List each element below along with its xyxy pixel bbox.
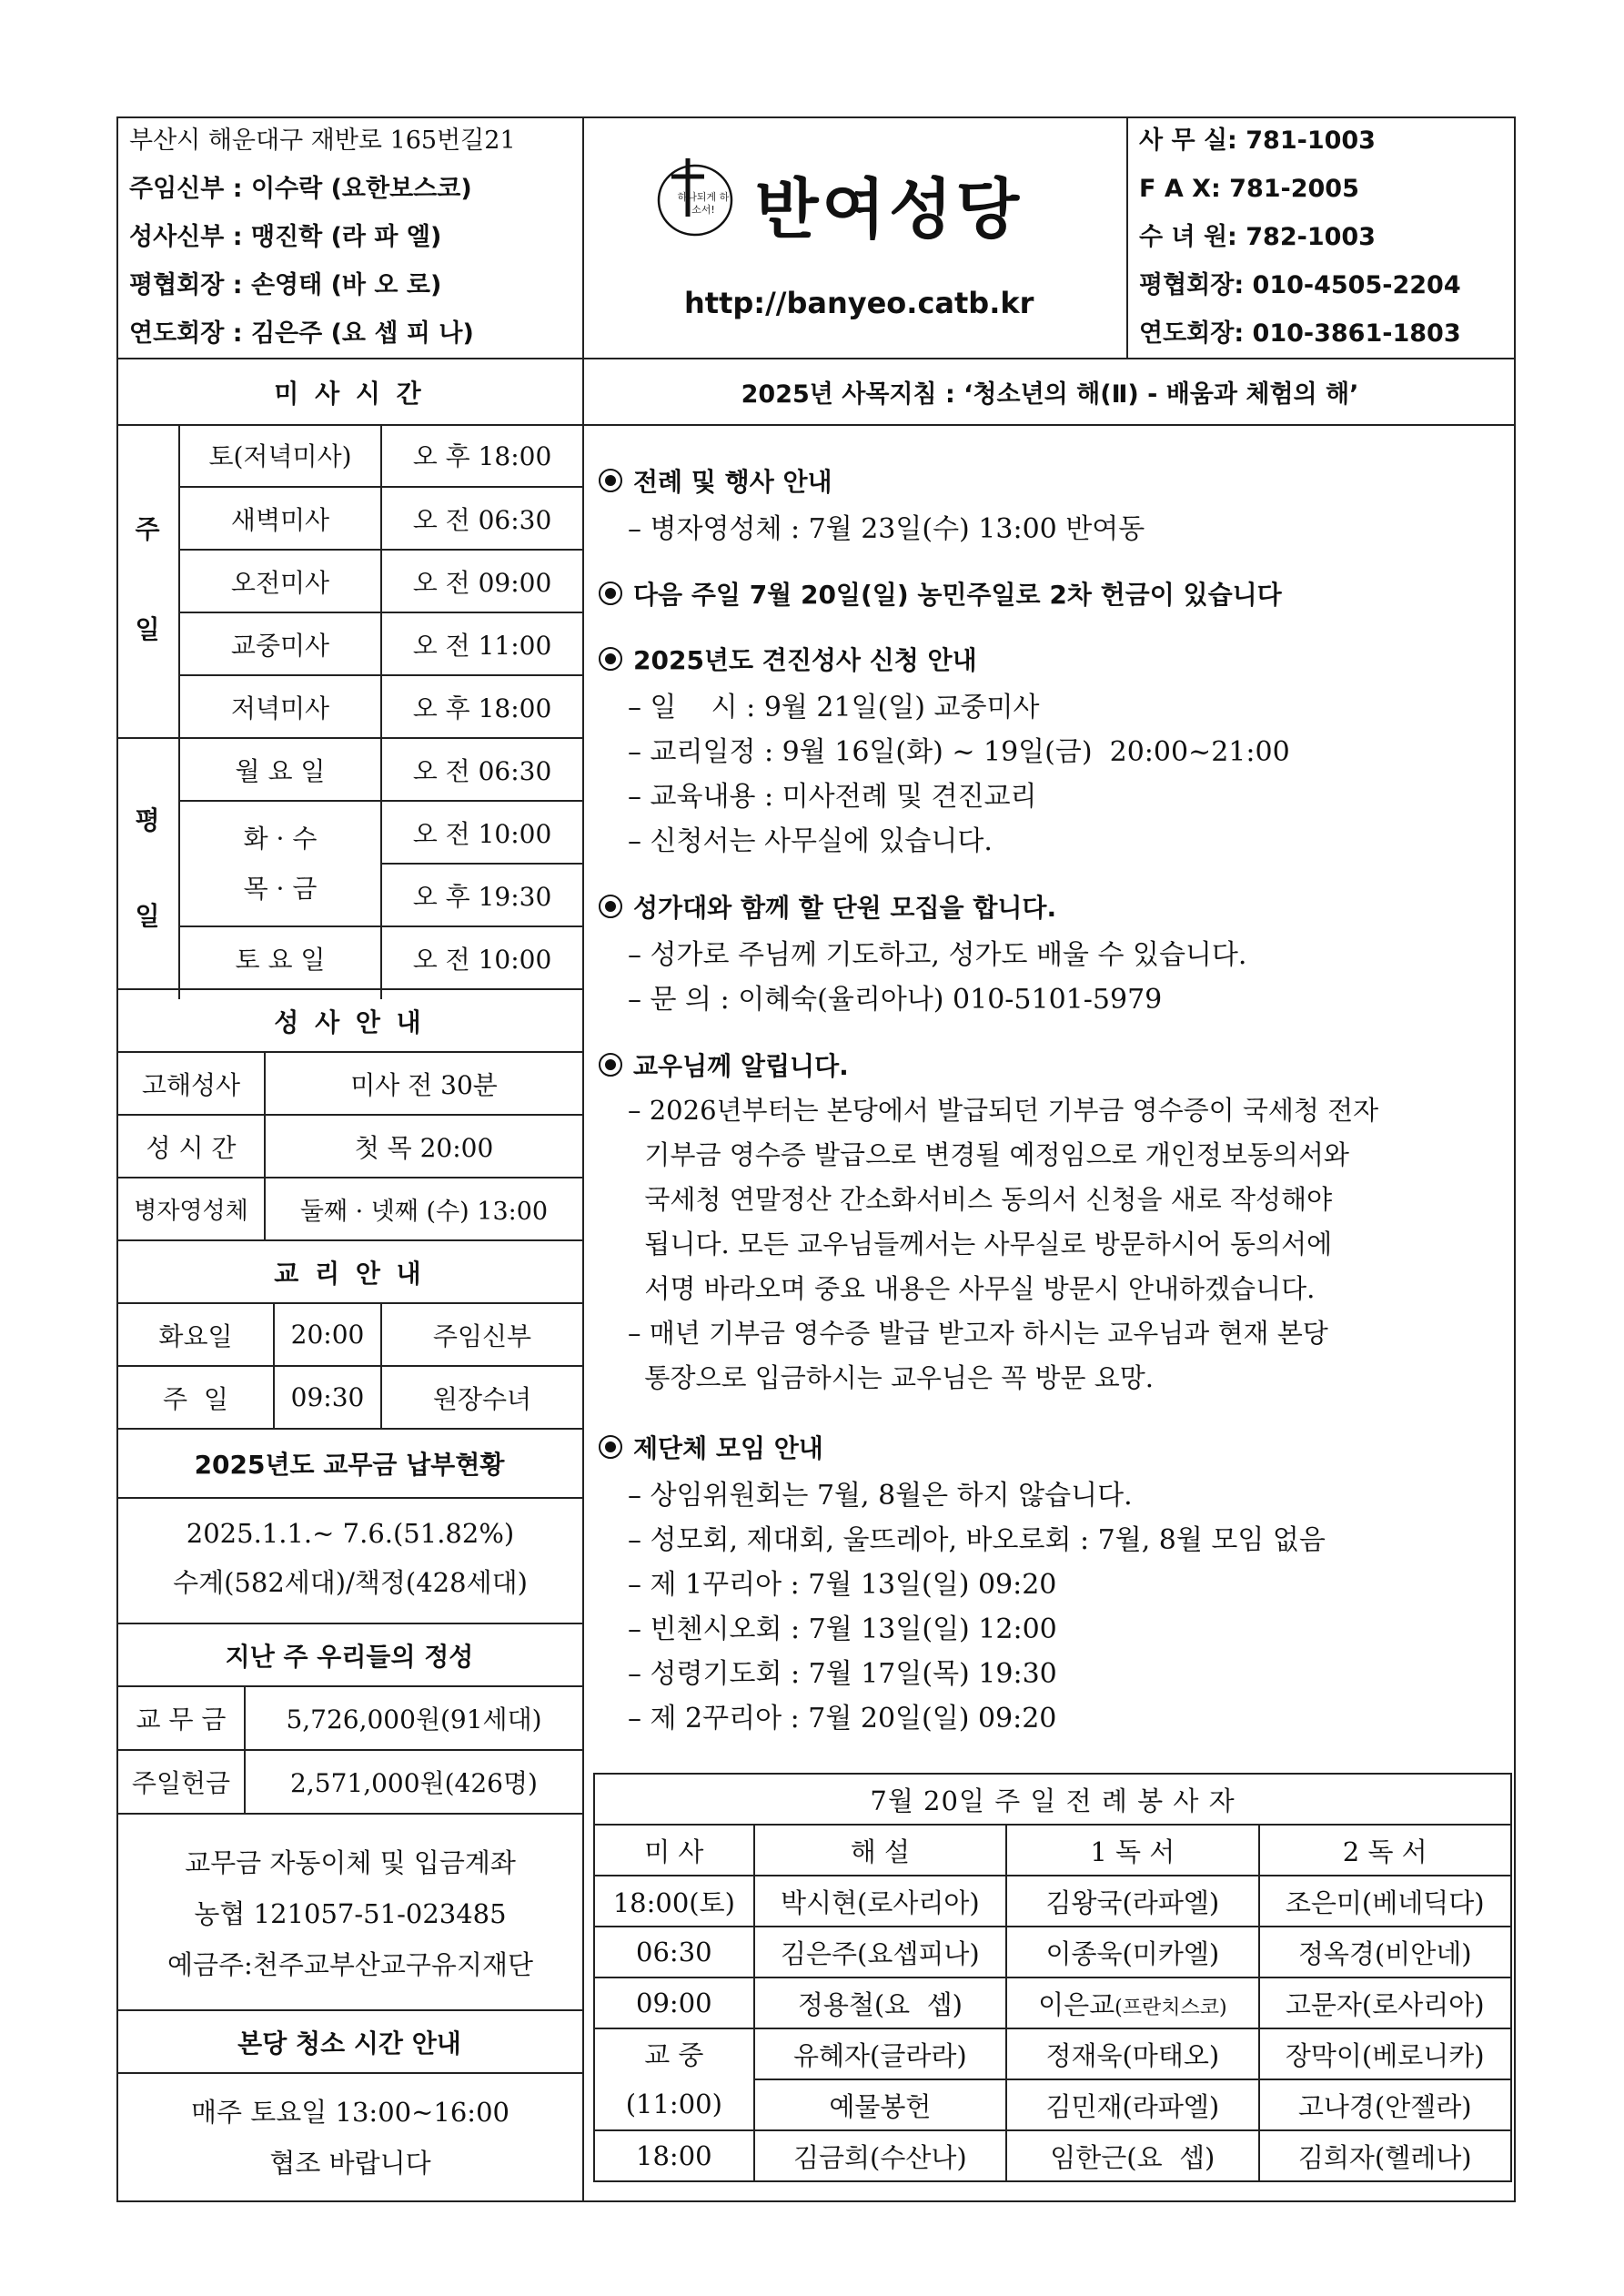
mass-name: 새벽미사 xyxy=(230,504,330,535)
dues-heading: 2025년도 교무금 납부현황 xyxy=(194,1450,505,1480)
commentator-cell: 김금희(수산나) xyxy=(754,2130,1006,2181)
mass-cell: 18:00 xyxy=(594,2130,754,2181)
sacrament-value: 첫 목 20:00 xyxy=(354,1132,494,1163)
account-number: 농협 121057-51-023485 xyxy=(194,1897,507,1929)
parish-logo xyxy=(651,153,739,240)
notice-item: – 성령기도회 : 7월 17일(목) 19:30 xyxy=(628,1658,1057,1690)
column-header: 해 설 xyxy=(754,1825,1006,1876)
contact-label: 연도회장: xyxy=(1139,319,1245,348)
column-divider xyxy=(582,116,584,2202)
cleaning-request: 협조 바랍니다 xyxy=(269,2147,431,2179)
offering-heading: 지난 주 우리들의 정성 xyxy=(225,1641,474,1672)
liturgy-roster-table xyxy=(593,1773,1512,2182)
notice-item: 기부금 영수증 발급으로 변경될 예정임으로 개인정보동의서와 xyxy=(628,1139,1349,1170)
mass-label: 교 중 xyxy=(644,2039,704,2070)
mass-time: 오 전 10:00 xyxy=(412,818,552,849)
weekday-label: 평 xyxy=(135,805,160,835)
commentator-cell: 유혜자(글라라) xyxy=(754,2028,1006,2079)
mass-name: 목 · 금 xyxy=(243,874,318,904)
mass-name: 교중미사 xyxy=(230,630,330,661)
sacrament-name: 성 시 간 xyxy=(146,1132,237,1163)
table-row xyxy=(594,2130,1511,2181)
reader1-baptismal-name: (프란치스코) xyxy=(1115,1996,1227,2019)
catechism-teacher: 주임신부 xyxy=(432,1320,532,1351)
contact-value: 782-1003 xyxy=(1246,223,1376,251)
grid-line xyxy=(116,2072,582,2074)
staff-role: 주임신부 : xyxy=(129,175,243,203)
offering-name: 교 무 금 xyxy=(136,1704,227,1735)
mass-time: 오 전 11:00 xyxy=(412,630,552,661)
table-row xyxy=(594,2028,1511,2079)
reader2-cell: 장막이(베로니카) xyxy=(1259,2028,1512,2079)
table-row xyxy=(594,1977,1511,2028)
mass-name: 저녁미사 xyxy=(230,693,330,723)
notice-item: 국세청 연말정산 간소화서비스 동의서 신청을 새로 작성해야 xyxy=(628,1184,1333,1215)
mass-name: 토(저녁미사) xyxy=(208,441,352,471)
notice-item: – 일 시 : 9월 21일(일) 교중미사 xyxy=(628,692,1040,723)
catechism-time: 20:00 xyxy=(290,1320,365,1350)
offering-value: 5,726,000원(91세대) xyxy=(286,1704,542,1735)
reader2-cell: 고나경(안젤라) xyxy=(1259,2079,1512,2130)
notice-item: – 제 2꾸리아 : 7월 20일(일) 09:20 xyxy=(628,1703,1057,1735)
staff-name: 이수락 (요한보스코) xyxy=(250,175,472,203)
notice-title-text: 교우님께 알립니다. xyxy=(633,1051,849,1081)
mass-time: 오 후 18:00 xyxy=(412,441,552,471)
column-header: 2 독 서 xyxy=(1259,1825,1512,1876)
bullet-icon xyxy=(599,1053,622,1077)
commentator-cell: 정용철(요 셉) xyxy=(754,1977,1006,2028)
catechism-time: 09:30 xyxy=(290,1382,365,1412)
reader2-cell: 고문자(로사리아) xyxy=(1259,1977,1512,2028)
contact-value: 781-1003 xyxy=(1246,126,1376,155)
staff-name: 김은주 (요 셉 피 나) xyxy=(250,319,474,348)
notice-title-text: 2025년도 견진성사 신청 안내 xyxy=(633,645,977,675)
offering-value: 2,571,000원(426명) xyxy=(290,1768,538,1798)
bullet-icon xyxy=(599,582,622,605)
notice-item: – 제 1꾸리아 : 7월 13일(일) 09:20 xyxy=(628,1569,1057,1601)
logo-motto: 하나되게 하소서! xyxy=(677,191,730,216)
reader2-cell: 정옥경(비안네) xyxy=(1259,1927,1512,1977)
catechism-day: 화요일 xyxy=(158,1320,233,1351)
staff-role: 평협회장 : xyxy=(129,271,243,299)
sacrament-name: 고해성사 xyxy=(141,1069,241,1100)
notice-title-text: 다음 주일 7월 20일(일) 농민주일로 2차 헌금이 있습니다 xyxy=(633,580,1282,610)
contact-label: 수 녀 원: xyxy=(1139,223,1237,251)
contact-label: 평협회장: xyxy=(1139,271,1245,299)
pastoral-guideline: 2025년 사목지침 : ‘청소년의 해(Ⅱ) - 배움과 체험의 해’ xyxy=(741,380,1359,409)
staff-name: 맹진학 (라 파 엘) xyxy=(250,223,442,251)
reader1-name: 이은교 xyxy=(1038,1988,1115,2020)
column-header: 1 독 서 xyxy=(1006,1825,1258,1876)
notice-title-text: 성가대와 함께 할 단원 모집을 합니다. xyxy=(633,893,1057,923)
reader1-cell: 이종욱(미카엘) xyxy=(1006,1927,1258,1977)
mass-time: 오 전 06:30 xyxy=(412,755,552,786)
notice-item: – 성모회, 제대회, 울뜨레아, 바오로회 : 7월, 8월 모임 없음 xyxy=(628,1524,1326,1556)
account-holder: 예금주:천주교부산교구유지재단 xyxy=(167,1948,533,1980)
staff-role: 연도회장 : xyxy=(129,319,243,348)
roster-title: 7월 20일 주 일 전 례 봉 사 자 xyxy=(594,1774,1511,1825)
table-row xyxy=(594,1774,1511,1825)
sunday-label: 주 xyxy=(135,514,160,544)
mass-time: (11:00) xyxy=(625,2089,722,2119)
mass-name: 월 요 일 xyxy=(235,755,326,786)
reader1-cell: 김민재(라파엘) xyxy=(1006,2079,1258,2130)
dues-households: 수계(582세대)/책정(428세대) xyxy=(173,1566,528,1598)
bullet-icon xyxy=(599,647,622,671)
notice-item: 통장으로 입금하시는 교우님은 꼭 방문 요망. xyxy=(628,1362,1154,1393)
bullet-icon xyxy=(599,469,622,492)
notice-item: – 교리일정 : 9월 16일(화) ~ 19일(금) 20:00~21:00 xyxy=(628,736,1290,768)
sacrament-value: 미사 전 30분 xyxy=(350,1069,498,1100)
cleaning-heading: 본당 청소 시간 안내 xyxy=(237,2028,461,2058)
contact-list xyxy=(1139,116,1461,358)
notice-title-text: 제단체 모임 안내 xyxy=(633,1433,823,1463)
mass-time: 오 전 10:00 xyxy=(412,944,552,975)
cleaning-time: 매주 토요일 13:00~16:00 xyxy=(191,2096,509,2128)
reader1-cell: 임한근(요 셉) xyxy=(1006,2130,1258,2181)
offering-name: 주일헌금 xyxy=(131,1768,231,1798)
staff-role: 성사신부 : xyxy=(129,223,243,251)
dues-period: 2025.1.1.~ 7.6.(51.82%) xyxy=(186,1518,515,1549)
notice-title-text: 전례 및 행사 안내 xyxy=(633,467,832,497)
catechism-day: 주 일 xyxy=(163,1383,228,1414)
sunday-label: 일 xyxy=(135,614,160,644)
parish-staff xyxy=(129,116,516,358)
parish-address: 부산시 해운대구 재반로 165번길21 xyxy=(129,126,516,155)
notice-item: – 2026년부터는 본당에서 발급되던 기부금 영수증이 국세청 전자 xyxy=(628,1095,1379,1126)
notice-item: – 교육내용 : 미사전례 및 견진교리 xyxy=(628,781,1037,813)
mass-cell xyxy=(594,2028,754,2130)
table-row xyxy=(594,1927,1511,1977)
header-divider xyxy=(1126,116,1128,358)
notice-title xyxy=(599,888,1056,925)
mass-cell: 06:30 xyxy=(594,1927,754,1977)
notice-item: – 상임위원회는 7월, 8월은 하지 않습니다. xyxy=(628,1480,1133,1512)
notice-title xyxy=(599,1429,823,1465)
notice-title xyxy=(599,462,832,499)
mass-times-heading: 미 사 시 간 xyxy=(274,378,425,409)
contact-label: F A X: xyxy=(1139,175,1221,203)
contact-label: 사 무 실: xyxy=(1139,126,1237,155)
notice-title xyxy=(599,641,977,677)
notice-item: 됩니다. 모든 교우님들께서는 사무실로 방문하시어 동의서에 xyxy=(628,1229,1333,1259)
mass-name: 화 · 수 xyxy=(243,824,318,854)
catechism-teacher: 원장수녀 xyxy=(432,1383,532,1414)
parish-title: 반여성당 xyxy=(755,171,1024,248)
table-row xyxy=(594,1876,1511,1927)
grid-line xyxy=(116,1813,582,1815)
commentator-cell: 김은주(요셉피나) xyxy=(754,1927,1006,1977)
mass-time: 오 전 06:30 xyxy=(412,504,552,535)
bullet-icon xyxy=(599,1435,622,1459)
bullet-icon xyxy=(599,895,622,918)
mass-time: 오 후 19:30 xyxy=(412,881,552,912)
mass-time: 오 후 18:00 xyxy=(412,693,552,723)
catechism-heading: 교 리 안 내 xyxy=(274,1258,425,1289)
table-header-row xyxy=(594,1825,1511,1876)
contact-value: 010-4505-2204 xyxy=(1252,271,1461,299)
staff-name: 손영태 (바 오 로) xyxy=(250,271,442,299)
mass-time: 오 전 09:00 xyxy=(412,567,552,598)
sacrament-value: 둘째 · 넷째 (수) 13:00 xyxy=(299,1198,549,1226)
notice-item: – 문 의 : 이혜숙(율리아나) 010-5101-5979 xyxy=(628,984,1163,1016)
weekday-label: 일 xyxy=(135,901,160,931)
contact-value: 781-2005 xyxy=(1229,175,1359,203)
notice-title xyxy=(599,1047,849,1083)
contact-value: 010-3861-1803 xyxy=(1252,319,1461,348)
sacrament-name: 병자영성체 xyxy=(134,1198,248,1225)
mass-cell: 18:00(토) xyxy=(594,1876,754,1927)
notice-title xyxy=(599,575,1282,612)
reader2-cell: 김희자(헬레나) xyxy=(1259,2130,1512,2181)
offertory-cell: 예물봉헌 xyxy=(754,2079,1006,2130)
account-title: 교무금 자동이체 및 입금계좌 xyxy=(185,1846,516,1878)
grid-line xyxy=(116,1497,582,1499)
mass-cell: 09:00 xyxy=(594,1977,754,2028)
reader2-cell: 조은미(베네딕다) xyxy=(1259,1876,1512,1927)
mass-name: 토 요 일 xyxy=(235,944,326,975)
mass-name: 오전미사 xyxy=(230,567,330,598)
reader1-cell: 김왕국(라파엘) xyxy=(1006,1876,1258,1927)
notice-item: – 매년 기부금 영수증 발급 받고자 하시는 교우님과 현재 본당 xyxy=(628,1318,1328,1349)
notice-item: – 신청서는 사무실에 있습니다. xyxy=(628,825,993,857)
notice-item: – 성가로 주님께 기도하고, 성가도 배울 수 있습니다. xyxy=(628,939,1247,971)
notice-item: – 병자영성체 : 7월 23일(수) 13:00 반여동 xyxy=(628,513,1145,545)
notice-item: 서명 바라오며 중요 내용은 사무실 방문시 안내하겠습니다. xyxy=(628,1273,1316,1304)
parish-website-link[interactable]: http://banyeo.catb.kr xyxy=(684,286,1034,320)
commentator-cell: 박시현(로사리아) xyxy=(754,1876,1006,1927)
reader1-cell: 정재욱(마태오) xyxy=(1006,2028,1258,2079)
sacrament-heading: 성 사 안 내 xyxy=(274,1006,425,1037)
notice-item: – 빈첸시오회 : 7월 13일(일) 12:00 xyxy=(628,1613,1057,1645)
reader1-cell xyxy=(1006,1977,1258,2028)
column-header: 미 사 xyxy=(594,1825,754,1876)
